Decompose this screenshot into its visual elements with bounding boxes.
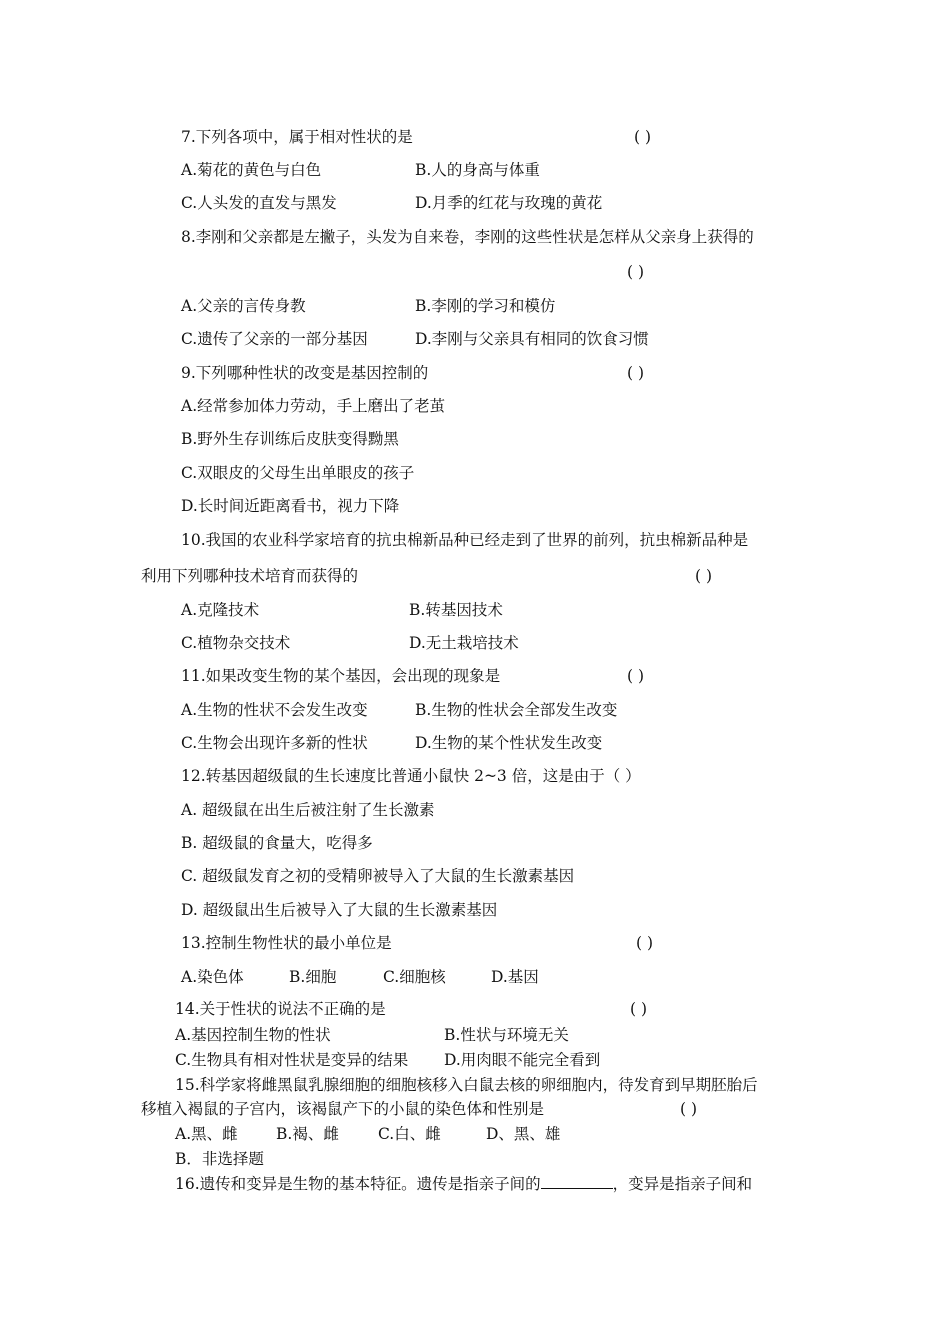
- q7-option-a: A.菊花的黄色与白色: [181, 161, 322, 179]
- q15-option-a: A.黑、雌: [175, 1125, 238, 1143]
- q10-option-b: B.转基因技术: [409, 601, 503, 619]
- q12-stem: 12.转基因超级鼠的生长速度比普通小鼠快 2~3 倍，这是由于（ ）: [181, 767, 641, 785]
- q8-option-a: A.父亲的言传身教: [181, 297, 306, 315]
- q12-option-d: D. 超级鼠出生后被导入了大鼠的生长激素基因: [181, 901, 498, 919]
- q11-option-b: B.生物的性状会全部发生改变: [415, 701, 618, 719]
- q15-answer-paren: ( ): [680, 1100, 698, 1118]
- q15-option-b: B.褐、雌: [276, 1125, 339, 1143]
- q14-stem: 14.关于性状的说法不正确的是: [175, 1000, 386, 1018]
- q16-text-before-blank: 16.遗传和变异是生物的基本特征。遗传是指亲子间的: [175, 1175, 541, 1193]
- q16-answer-blank[interactable]: [541, 1174, 613, 1189]
- q9-option-d: D.长时间近距离看书，视力下降: [181, 497, 400, 515]
- q10-stem-line1: 10.我国的农业科学家培育的抗虫棉新品种已经走到了世界的前列，抗虫棉新品种是: [181, 531, 749, 549]
- q7-answer-paren: ( ): [634, 128, 652, 146]
- q9-option-c: C.双眼皮的父母生出单眼皮的孩子: [181, 464, 415, 482]
- q13-option-b: B.细胞: [289, 968, 337, 986]
- q9-option-b: B.野外生存训练后皮肤变得黝黑: [181, 430, 399, 448]
- q10-answer-paren: ( ): [695, 567, 713, 585]
- q11-option-d: D.生物的某个性状发生改变: [415, 734, 603, 752]
- q15-stem-line1: 15.科学家将雌黑鼠乳腺细胞的细胞核移入白鼠去核的卵细胞内，待发育到早期胚胎后: [175, 1076, 758, 1094]
- q14-answer-paren: ( ): [630, 1000, 648, 1018]
- q8-option-c: C.遗传了父亲的一部分基因: [181, 330, 368, 348]
- q15-option-c: C.白、雌: [378, 1125, 441, 1143]
- q11-option-a: A.生物的性状不会发生改变: [181, 701, 368, 719]
- q10-option-c: C.植物杂交技术: [181, 634, 291, 652]
- q9-answer-paren: ( ): [627, 364, 645, 382]
- q13-stem: 13.控制生物性状的最小单位是: [181, 934, 392, 952]
- q8-answer-paren: ( ): [627, 263, 645, 281]
- q13-option-c: C.细胞核: [383, 968, 446, 986]
- q9-option-a: A.经常参加体力劳动，手上磨出了老茧: [181, 397, 446, 415]
- q8-stem: 8.李刚和父亲都是左撇子，头发为自来卷，李刚的这些性状是怎样从父亲身上获得的: [181, 228, 754, 246]
- q15-option-d: D、黑、雄: [486, 1125, 561, 1143]
- q12-option-c: C. 超级鼠发育之初的受精卵被导入了大鼠的生长激素基因: [181, 867, 575, 885]
- q15-stem-line2: 移植入褐鼠的子宫内，该褐鼠产下的小鼠的染色体和性别是: [141, 1100, 545, 1118]
- q13-option-a: A.染色体: [181, 968, 244, 986]
- q14-option-a: A.基因控制生物的性状: [175, 1026, 331, 1044]
- q8-option-b: B.李刚的学习和模仿: [415, 297, 556, 315]
- q7-option-b: B.人的身高与体重: [415, 161, 540, 179]
- q10-option-a: A.克隆技术: [181, 601, 260, 619]
- q11-stem: 11.如果改变生物的某个基因，会出现的现象是: [181, 667, 501, 685]
- q16-stem: [175, 1174, 752, 1194]
- q13-answer-paren: ( ): [636, 934, 654, 952]
- q14-option-d: D.用肉眼不能完全看到: [444, 1051, 601, 1069]
- q11-answer-paren: ( ): [627, 667, 645, 685]
- q9-stem: 9.下列哪种性状的改变是基因控制的: [181, 364, 429, 382]
- q7-stem: 7.下列各项中，属于相对性状的是: [181, 128, 413, 146]
- q12-option-b: B. 超级鼠的食量大，吃得多: [181, 834, 373, 852]
- q14-option-b: B.性状与环境无关: [444, 1026, 569, 1044]
- q12-option-a: A. 超级鼠在出生后被注射了生长激素: [181, 801, 435, 819]
- q10-stem-line2: 利用下列哪种技术培育而获得的: [141, 567, 359, 585]
- q13-option-d: D.基因: [491, 968, 539, 986]
- q10-option-d: D.无土栽培技术: [409, 634, 519, 652]
- q8-option-d: D.李刚与父亲具有相同的饮食习惯: [415, 330, 649, 348]
- q7-option-d: D.月季的红花与玫瑰的黄花: [415, 194, 603, 212]
- q11-option-c: C.生物会出现许多新的性状: [181, 734, 368, 752]
- q16-text-after-blank: ，变异是指亲子间和: [612, 1175, 753, 1193]
- q7-option-c: C.人头发的直发与黑发: [181, 194, 337, 212]
- q14-option-c: C.生物具有相对性状是变异的结果: [175, 1051, 409, 1069]
- section-b-heading: B．非选择题: [175, 1150, 264, 1168]
